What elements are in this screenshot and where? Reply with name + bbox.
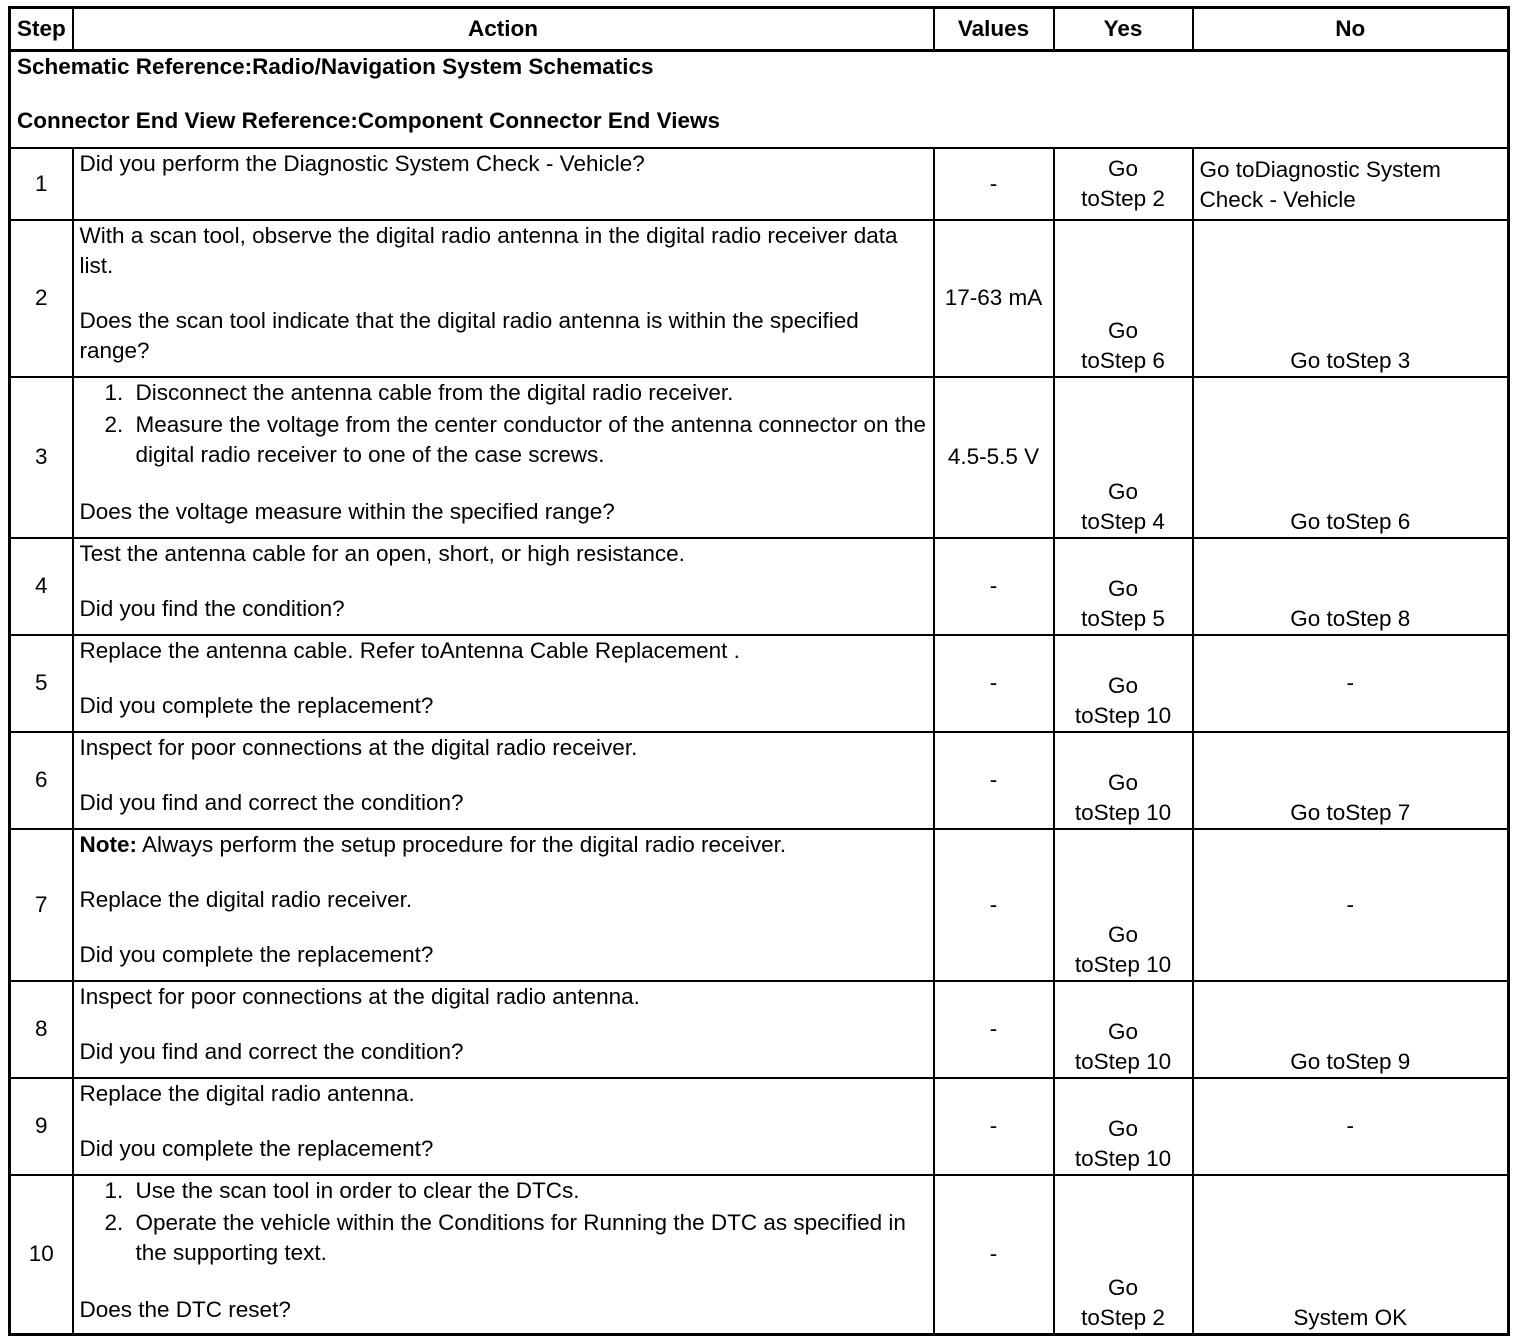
yes-cell [1054, 732, 1193, 829]
table-row [10, 538, 1509, 635]
yes-step-link[interactable]: toStep 4 [1081, 508, 1165, 534]
procedure-item: 2. Measure the voltage from the center conductor of the antenna connector on the digital radio receiver to one of the case screws. [130, 410, 927, 470]
yes-step-link[interactable]: toStep 10 [1074, 1145, 1172, 1171]
yes-go: Go [1107, 1115, 1138, 1141]
header-row [10, 8, 1509, 51]
header-step: Step [10, 8, 73, 51]
no-step-link[interactable]: Go toStep 3 [1290, 347, 1411, 373]
value-cell: - [934, 1078, 1054, 1175]
no-step-link[interactable]: Go toStep 7 [1290, 799, 1411, 825]
yes-cell [1054, 1078, 1193, 1175]
step-number: 5 [10, 635, 73, 732]
yes-go: Go [1107, 769, 1138, 795]
action-cell [73, 981, 934, 1078]
header-values: Values [934, 8, 1054, 51]
action-question: Does the voltage measure within the specified range? [79, 498, 615, 524]
connector-reference-link[interactable]: Component Connector End Views [357, 108, 721, 133]
yes-go: Go [1107, 317, 1138, 343]
action-question: Did you complete the replacement? [79, 941, 434, 967]
yes-step-link[interactable]: toStep 2 [1081, 1305, 1165, 1330]
table-row [10, 1175, 1509, 1335]
procedure-list [80, 378, 927, 470]
action-question: Did you find the condition? [79, 595, 345, 621]
yes-step-link[interactable]: toStep 5 [1081, 605, 1165, 631]
yes-cell [1054, 538, 1193, 635]
value-cell: - [934, 635, 1054, 732]
yes-go: Go [1107, 1275, 1138, 1300]
step-number: 3 [10, 377, 73, 538]
yes-go: Go [1107, 155, 1138, 181]
yes-step-link[interactable]: toStep 10 [1074, 951, 1172, 977]
no-cell [1193, 829, 1509, 981]
value-cell: 17-63 mA [934, 220, 1054, 377]
yes-step-link[interactable]: toStep 2 [1081, 185, 1165, 211]
no-step-link[interactable]: Go toStep 9 [1290, 1048, 1411, 1074]
step-number: 10 [10, 1175, 73, 1335]
no-cell [1193, 538, 1509, 635]
no-result: System OK [1293, 1305, 1408, 1330]
value-cell: 4.5-5.5 V [934, 377, 1054, 538]
yes-cell [1054, 981, 1193, 1078]
action-question: Did you find and correct the condition? [79, 789, 464, 815]
no-value: - [1346, 670, 1354, 695]
no-cell [1193, 148, 1509, 220]
connector-reference [17, 106, 1501, 136]
schematic-reference-label: Schematic Reference: [17, 54, 253, 79]
action-cell [73, 1175, 934, 1335]
yes-cell [1054, 148, 1193, 220]
note-text: Always perform the setup procedure for the digital radio receiver. [137, 831, 787, 857]
action-cell [73, 1078, 934, 1175]
table-row [10, 1078, 1509, 1175]
action-cell [73, 377, 934, 538]
schematic-reference [17, 52, 1501, 82]
no-link-line1[interactable]: Go toDiagnostic System [1199, 156, 1441, 182]
no-step-link[interactable]: Go toStep 8 [1290, 605, 1411, 631]
yes-step-link[interactable]: toStep 10 [1074, 1048, 1172, 1074]
no-link-line2[interactable]: Check - Vehicle [1199, 186, 1356, 212]
step-number: 4 [10, 538, 73, 635]
value-cell: - [934, 538, 1054, 635]
no-cell [1193, 732, 1509, 829]
reference-row [10, 51, 1509, 148]
action-instruction: Replace the digital radio antenna. [79, 1080, 415, 1106]
table-row [10, 148, 1509, 220]
action-question: Did you complete the replacement? [79, 692, 434, 718]
step-number: 2 [10, 220, 73, 377]
no-cell [1193, 1078, 1509, 1175]
yes-go: Go [1107, 672, 1138, 698]
no-cell [1193, 635, 1509, 732]
no-step-link[interactable]: Go toStep 6 [1290, 508, 1411, 534]
action-instruction: Inspect for poor connections at the digital radio receiver. [79, 734, 638, 760]
no-value: - [1346, 1113, 1354, 1138]
action-cell [73, 635, 934, 732]
yes-step-link[interactable]: toStep 10 [1074, 702, 1172, 728]
value-cell: - [934, 1175, 1054, 1335]
yes-go: Go [1107, 1018, 1138, 1044]
table-row [10, 732, 1509, 829]
yes-cell [1054, 829, 1193, 981]
schematic-reference-link[interactable]: Radio/Navigation System Schematics [252, 54, 654, 79]
no-value: - [1346, 891, 1354, 917]
header-action: Action [73, 8, 934, 51]
reference-cell [10, 51, 1509, 148]
no-cell [1193, 377, 1509, 538]
yes-step-link[interactable]: toStep 10 [1074, 799, 1172, 825]
header-yes: Yes [1054, 8, 1193, 51]
note-label: Note: [79, 831, 137, 857]
yes-cell [1054, 220, 1193, 377]
step-number: 8 [10, 981, 73, 1078]
value-cell: - [934, 981, 1054, 1078]
procedure-item: 1. Use the scan tool in order to clear the DTCs. [130, 1176, 927, 1206]
yes-go: Go [1107, 575, 1138, 601]
no-cell [1193, 220, 1509, 377]
action-question: Did you complete the replacement? [79, 1135, 434, 1161]
action-instruction: Replace the digital radio receiver. [79, 886, 413, 912]
procedure-list [80, 1176, 927, 1268]
header-no: No [1193, 8, 1509, 51]
step-number: 6 [10, 732, 73, 829]
yes-cell [1054, 635, 1193, 732]
action-cell [73, 829, 934, 981]
action-cell [73, 220, 934, 377]
yes-go: Go [1107, 921, 1138, 947]
action-instruction: Test the antenna cable for an open, short, or high resistance. [79, 540, 685, 566]
value-cell: - [934, 148, 1054, 220]
connector-reference-label: Connector End View Reference: [17, 108, 358, 133]
yes-go: Go [1107, 478, 1138, 504]
action-cell [73, 148, 934, 220]
step-number: 9 [10, 1078, 73, 1175]
no-cell [1193, 981, 1509, 1078]
table-row [10, 635, 1509, 732]
no-cell [1193, 1175, 1509, 1335]
note [80, 830, 927, 860]
step-number: 1 [10, 148, 73, 220]
action-instruction: Inspect for poor connections at the digital radio antenna. [79, 983, 640, 1009]
action-question: Did you perform the Diagnostic System Check - Vehicle? [79, 150, 645, 176]
action-instruction: Replace the antenna cable. Refer toAntenna Cable Replacement . [79, 637, 740, 663]
action-cell [73, 538, 934, 635]
yes-cell [1054, 1175, 1193, 1335]
yes-step-link[interactable]: toStep 6 [1081, 347, 1165, 373]
value-cell: - [934, 732, 1054, 829]
action-cell [73, 732, 934, 829]
diagnostic-table [8, 6, 1510, 1336]
yes-cell [1054, 377, 1193, 538]
procedure-item: 2. Operate the vehicle within the Conditions for Running the DTC as specified in the supporting text. [130, 1208, 927, 1268]
table-row [10, 829, 1509, 981]
table-row [10, 981, 1509, 1078]
action-question: Did you find and correct the condition? [79, 1038, 464, 1064]
action-question: Does the DTC reset? [79, 1296, 291, 1322]
step-number: 7 [10, 829, 73, 981]
table-row [10, 377, 1509, 538]
value-cell: - [934, 829, 1054, 981]
action-instruction: With a scan tool, observe the digital radio antenna in the digital radio receiver data list. [79, 222, 898, 278]
table-row [10, 220, 1509, 377]
action-question: Does the scan tool indicate that the digital radio antenna is within the specified range? [79, 307, 859, 363]
procedure-item: 1. Disconnect the antenna cable from the digital radio receiver. [130, 378, 927, 408]
